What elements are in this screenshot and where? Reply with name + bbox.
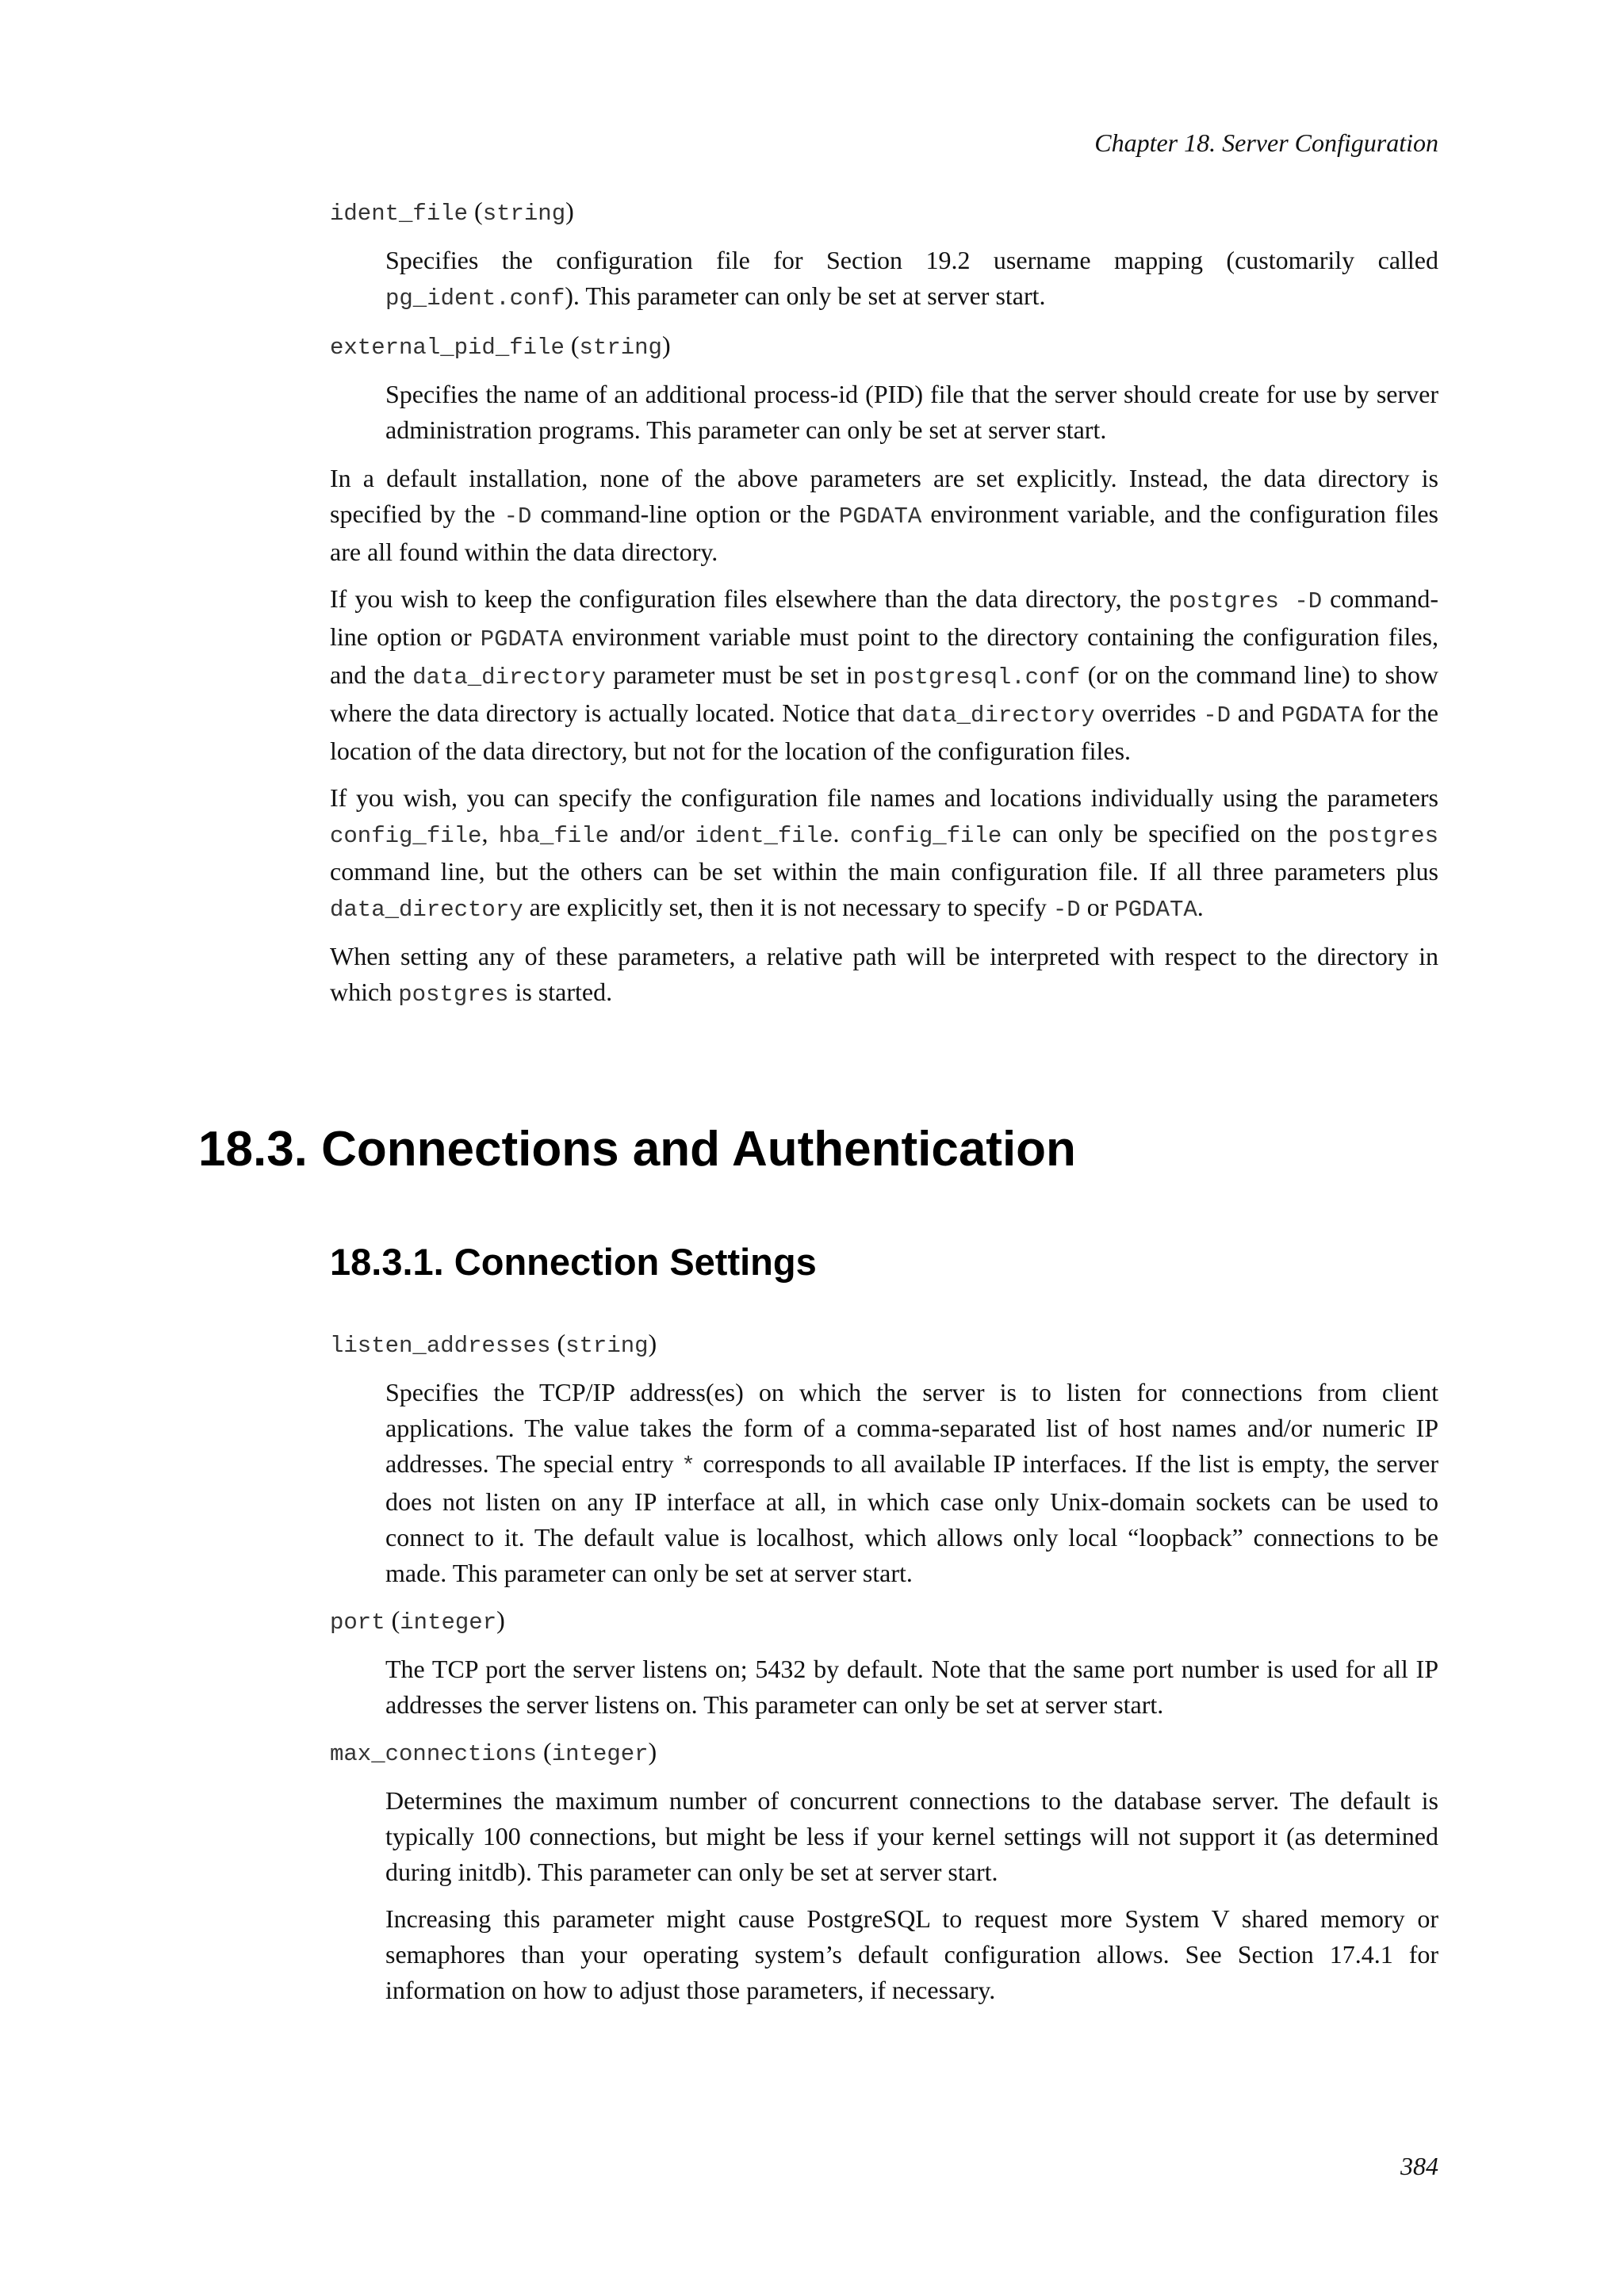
subsection-heading: 18.3.1. Connection Settings — [330, 1241, 817, 1283]
paragraph-relative-path: When setting any of these parameters, a relative path will be interpreted with respect to the directory in which postgres is started. — [330, 942, 1438, 1008]
param-name: listen_addresses — [330, 1333, 551, 1359]
term-listen-addresses: listen_addresses (string) — [330, 1329, 657, 1359]
definition-max-connections-note: Increasing this parameter might cause PostgreSQL to request more System V shared memory or semaphores than your operating system’s default configuration allows. See Section 17.4.1 for information on how to adjust those parameters, if necessary. — [385, 1904, 1438, 2004]
param-type: string — [565, 1333, 649, 1359]
running-header: Chapter 18. Server Configuration — [1094, 128, 1438, 157]
param-type: string — [482, 201, 566, 227]
section-file-locations — [330, 193, 1438, 1012]
paragraph-default-installation: In a default installation, none of the above parameters are set explicitly. Instead, the data directory is specified by the -D command-line option or the PGDATA environment variable, and the configuration files are all found within the data directory. — [330, 464, 1439, 566]
term-external-pid-file: external_pid_file (string) — [330, 331, 671, 361]
term-max-connections: max_connections (integer) — [330, 1737, 657, 1767]
term-port: port (integer) — [330, 1605, 505, 1636]
param-name: port — [330, 1609, 385, 1636]
section-heading: 18.3. Connections and Authentication — [198, 1122, 1076, 1177]
definition-listen-addresses: Specifies the TCP/IP address(es) on which the server is to listen for connections from client applications. The value takes the form of a comma-separated list of host names and/or numeric IP addresses. The special entry * corresponds to all available IP interfaces. If the list is empty, the server does not listen on any IP interface at all, in which case only Unix-domain sockets can be used to connect to it. The default value is localhost, which allows only local “loopback” connections to be made. This parameter can only be set at server start. — [385, 1378, 1439, 1587]
page-number: 384 — [1400, 2152, 1438, 2180]
param-name: ident_file — [330, 201, 469, 227]
param-name: external_pid_file — [330, 335, 565, 361]
term-ident-file: ident_file (string) — [330, 197, 574, 227]
param-type: integer — [400, 1609, 497, 1636]
paragraph-individual-files: If you wish, you can specify the configuration file names and locations individually using the parameters config_file, hba_file and/or ident_file. config_file can only be specified on the postgres command line, but the others can be set within the main configuration file. If all three parameters plus data_directory are explicitly set, then it is not necessary to specify -D or PGDATA. — [330, 783, 1438, 923]
paragraph-config-elsewhere: If you wish to keep the configuration files elsewhere than the data directory, the postgres -D command-line option or PGDATA environment variable must point to the directory containing the configuration files, and the data_directory parameter must be set in postgresql.conf (or on the command line) to show where the data directory is actually located. Notice that data_directory overrides -D and PGDATA for the location of the data directory, but not for the location of the configuration files. — [330, 584, 1439, 765]
param-name: max_connections — [330, 1741, 538, 1767]
param-type: integer — [551, 1741, 649, 1767]
definition-port: The TCP port the server listens on; 5432 by default. Note that the same port number is used for all IP addresses the server listens on. This parameter can only be set at server start. — [385, 1655, 1438, 1719]
definition-ident-file: Specifies the configuration file for Section 19.2 username mapping (customarily called pg_ident.conf). This parameter can only be set at server start. — [385, 246, 1438, 312]
definition-max-connections: Determines the maximum number of concurrent connections to the database server. The default is typically 100 connections, but might be less if your kernel settings will not support it (as determined during initdb). This parameter can only be set at server start. — [385, 1786, 1438, 1886]
section-connection-settings — [330, 1326, 1438, 2008]
definition-external-pid-file: Specifies the name of an additional process-id (PID) file that the server should create for use by server administration programs. This parameter can only be set at server start. — [385, 380, 1438, 444]
param-type: string — [579, 335, 662, 361]
